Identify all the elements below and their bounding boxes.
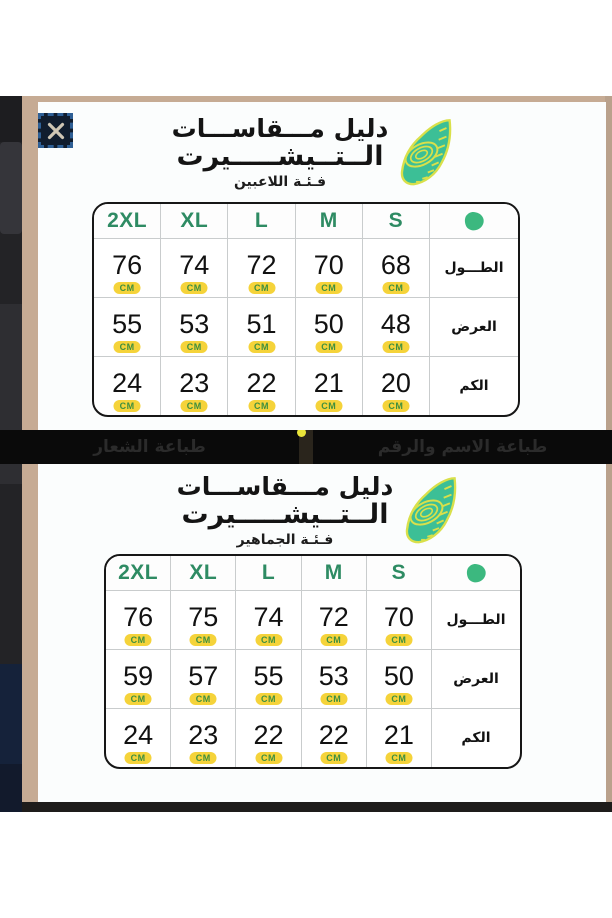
cm-badge: CM bbox=[385, 752, 412, 764]
cell-sleeve-xl: 23 CM bbox=[161, 357, 228, 415]
cell-length-xl: 74 CM bbox=[161, 239, 228, 297]
guide-top-subtitle: فـئـة اللاعبين bbox=[233, 174, 327, 191]
tshirt-icon bbox=[463, 562, 489, 584]
row-label-length: الطـــول bbox=[446, 612, 506, 628]
cell-width-s: 48 CM bbox=[363, 298, 430, 356]
cell-sleeve-xl: 23 CM bbox=[171, 709, 236, 767]
cell-length-xl: 75 CM bbox=[171, 591, 236, 649]
cm-badge: CM bbox=[190, 752, 217, 764]
header-size-xl: XL bbox=[171, 556, 236, 590]
cm-badge: CM bbox=[320, 693, 347, 705]
cm-badge: CM bbox=[255, 693, 282, 705]
cm-badge: CM bbox=[315, 400, 342, 412]
row-label-sleeve: الكم bbox=[459, 378, 489, 394]
cell-sleeve-2xl: 24 CM bbox=[106, 709, 171, 767]
cell-sleeve-s: 21 CM bbox=[367, 709, 432, 767]
cell-width-2xl: 59 CM bbox=[106, 650, 171, 708]
guide-top-title-line1: دليل مـــقاســـات bbox=[171, 113, 389, 143]
cm-badge: CM bbox=[248, 400, 275, 412]
guide-bottom-header bbox=[83, 470, 573, 552]
cm-badge: CM bbox=[248, 341, 275, 353]
cm-badge: CM bbox=[190, 634, 217, 646]
cm-badge: CM bbox=[125, 752, 152, 764]
cm-badge: CM bbox=[255, 752, 282, 764]
header-size-s: S bbox=[363, 204, 430, 238]
cell-width-xl: 53 CM bbox=[161, 298, 228, 356]
cell-sleeve-s: 20 CM bbox=[363, 357, 430, 415]
cm-badge: CM bbox=[181, 282, 208, 294]
table-row bbox=[106, 649, 520, 708]
cm-badge: CM bbox=[181, 341, 208, 353]
cell-length-m: 72 CM bbox=[302, 591, 367, 649]
cm-badge: CM bbox=[315, 341, 342, 353]
cell-sleeve-2xl: 24 CM bbox=[94, 357, 161, 415]
cell-width-m: 50 CM bbox=[296, 298, 363, 356]
promo-right-text: طباعة الاسم والرقم bbox=[377, 437, 548, 457]
cell-sleeve-m: 22 CM bbox=[302, 709, 367, 767]
size-table-fans bbox=[104, 554, 522, 769]
cm-badge: CM bbox=[315, 282, 342, 294]
cell-length-2xl: 76 CM bbox=[106, 591, 171, 649]
table-row bbox=[106, 708, 520, 767]
cell-length-l: 72 CM bbox=[228, 239, 295, 297]
cm-badge: CM bbox=[248, 282, 275, 294]
cm-badge: CM bbox=[114, 341, 141, 353]
row-label-length: الطـــول bbox=[444, 260, 504, 276]
header-size-s: S bbox=[367, 556, 432, 590]
header-size-2xl: 2XL bbox=[106, 556, 171, 590]
cell-length-2xl: 76 CM bbox=[94, 239, 161, 297]
table-row bbox=[94, 238, 518, 297]
row-label-width: العرض bbox=[453, 671, 499, 687]
guide-bottom-title-line2: الــتــيشـــــيرت bbox=[181, 498, 389, 530]
cell-sleeve-l: 22 CM bbox=[228, 357, 295, 415]
cell-width-xl: 57 CM bbox=[171, 650, 236, 708]
cm-badge: CM bbox=[320, 752, 347, 764]
cm-badge: CM bbox=[114, 282, 141, 294]
guide-bottom-subtitle: فـئـة الجماهير bbox=[236, 532, 334, 549]
cm-badge: CM bbox=[385, 693, 412, 705]
cm-badge: CM bbox=[382, 341, 409, 353]
cell-sleeve-l: 22 CM bbox=[236, 709, 301, 767]
cell-width-s: 50 CM bbox=[367, 650, 432, 708]
cm-badge: CM bbox=[190, 693, 217, 705]
header-measure-cell bbox=[430, 204, 518, 238]
row-label-width: العرض bbox=[451, 319, 497, 335]
cell-length-l: 74 CM bbox=[236, 591, 301, 649]
cell-sleeve-m: 21 CM bbox=[296, 357, 363, 415]
guide-bottom-titles bbox=[176, 471, 394, 549]
measuring-tape-icon bbox=[394, 114, 474, 192]
measuring-tape-icon bbox=[399, 472, 479, 550]
promo-left-text: طباعة الشعار bbox=[93, 437, 206, 457]
cm-badge: CM bbox=[385, 634, 412, 646]
row-label-sleeve: الكم bbox=[461, 730, 491, 746]
guide-top-titles bbox=[171, 113, 389, 191]
cm-badge: CM bbox=[255, 634, 282, 646]
table-header-row bbox=[94, 204, 518, 238]
table-header-row bbox=[106, 556, 520, 590]
table-row bbox=[106, 590, 520, 649]
table-row bbox=[94, 356, 518, 415]
tshirt-icon bbox=[461, 210, 487, 232]
header-size-2xl: 2XL bbox=[94, 204, 161, 238]
guide-top-header bbox=[78, 110, 568, 196]
size-table-players bbox=[92, 202, 520, 417]
cm-badge: CM bbox=[114, 400, 141, 412]
cell-width-2xl: 55 CM bbox=[94, 298, 161, 356]
cm-badge: CM bbox=[125, 693, 152, 705]
header-size-m: M bbox=[296, 204, 363, 238]
table-row bbox=[94, 297, 518, 356]
cm-badge: CM bbox=[382, 282, 409, 294]
cell-width-l: 51 CM bbox=[228, 298, 295, 356]
cm-badge: CM bbox=[382, 400, 409, 412]
header-measure-cell bbox=[432, 556, 520, 590]
cell-length-m: 70 CM bbox=[296, 239, 363, 297]
cell-width-m: 53 CM bbox=[302, 650, 367, 708]
cm-badge: CM bbox=[181, 400, 208, 412]
header-size-m: M bbox=[302, 556, 367, 590]
close-icon[interactable] bbox=[38, 113, 73, 148]
header-size-xl: XL bbox=[161, 204, 228, 238]
guide-top-title-line2: الــتــيشـــــيرت bbox=[176, 140, 384, 172]
cell-length-s: 68 CM bbox=[363, 239, 430, 297]
cm-badge: CM bbox=[320, 634, 347, 646]
header-size-l: L bbox=[228, 204, 295, 238]
header-size-l: L bbox=[236, 556, 301, 590]
guide-bottom-title-line1: دليل مـــقاســـات bbox=[176, 471, 394, 501]
cell-length-s: 70 CM bbox=[367, 591, 432, 649]
promo-banner bbox=[0, 430, 612, 464]
cm-badge: CM bbox=[125, 634, 152, 646]
cell-width-l: 55 CM bbox=[236, 650, 301, 708]
